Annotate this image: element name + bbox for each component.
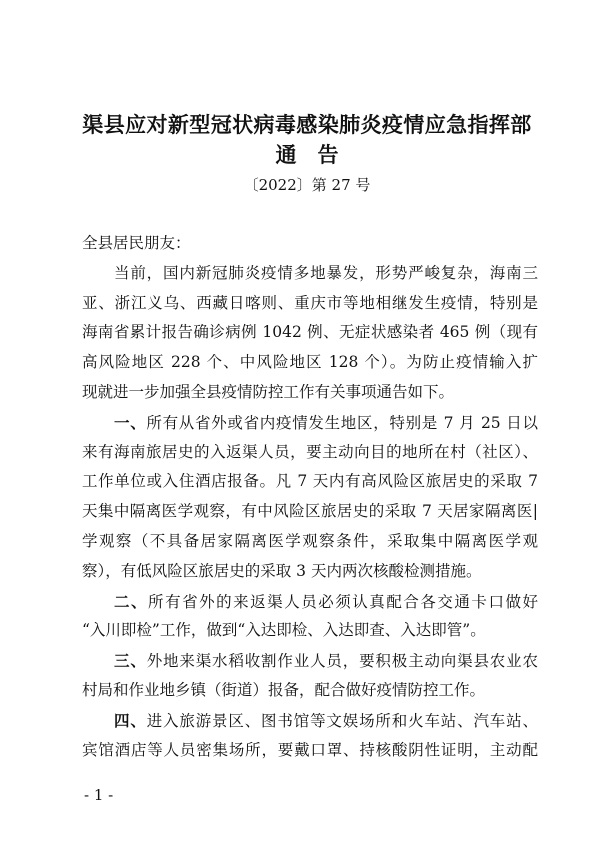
page-number: - 1 -: [84, 786, 114, 804]
paragraph-line: 来有海南旅居史的入返渠人员，要主动向目的地所在村（社区）、: [82, 442, 538, 461]
paragraph-line: 察），有低风险区旅居史的采取 3 天内两次核酸检测措施。: [82, 561, 482, 580]
paragraph-line: “入川即检”工作，做到“入达即检、入达即查、入达即管”。: [82, 621, 486, 640]
paragraph-line: 宾馆酒店等人员密集场所，要戴口罩、持核酸阴性证明，主动配: [82, 740, 538, 759]
paragraph-line: 高风险地区 228 个、中风险地区 128 个）。为防止疫情输入扩: [82, 353, 538, 372]
paragraph-text: 进入旅游景区、图书馆等文娱场所和火车站、汽车站、: [146, 711, 538, 730]
paragraph-line: 工作单位或入住酒店报备。凡 7 天内有高风险区旅居史的采取 7: [82, 472, 538, 491]
notice-title-issuer: 渠县应对新型冠状病毒感染肺炎疫情应急指挥部: [82, 112, 532, 137]
paragraph-line: 亚、浙江义乌、西藏日喀则、重庆市等地相继发生疫情，特别是: [82, 293, 538, 312]
paragraph-text: 所有省外的来返渠人员必须认真配合各交通卡口做好: [148, 592, 538, 611]
paragraph-line: 村局和作业地乡镇（街道）报备，配合做好疫情防控工作。: [82, 680, 486, 699]
paragraph-line: [82, 646, 538, 676]
notice-title: 通告: [275, 142, 360, 167]
item-number: 二、: [114, 591, 149, 611]
paragraph-line: 天集中隔离医学观察，有中风险区旅居史的采取 7 天居家隔离医|: [82, 502, 538, 521]
item-number: 一、: [114, 412, 147, 432]
paragraph-text: 所有从省外或省内疫情发生地区，特别是 7 月 25 日以: [146, 413, 538, 432]
paragraph-line: [82, 408, 538, 438]
salutation: 全县居民朋友：: [82, 234, 191, 252]
paragraph-line: [82, 587, 538, 617]
paragraph-line: 学观察（不具备居家隔离医学观察条件，采取集中隔离医学观: [82, 531, 538, 550]
document-number: 〔2022〕第 27 号: [243, 176, 371, 194]
document-body: [82, 229, 538, 765]
paragraph-text: 外地来渠水稻收割作业人员，要积极主动向渠县农业农: [146, 652, 538, 671]
paragraph-line: 现就进一步加强全县疫情防控工作有关事项通告如下。: [82, 382, 455, 401]
paragraph-line: 海南省累计报告确诊病例 1042 例、无症状感染者 465 例（现有: [82, 323, 538, 342]
item-number: 四、: [114, 710, 147, 730]
item-number: 三、: [114, 651, 147, 671]
paragraph-line: [82, 706, 538, 736]
paragraph-line: 当前，国内新冠肺炎疫情多地暴发，形势严峻复杂，海南三: [114, 263, 538, 282]
